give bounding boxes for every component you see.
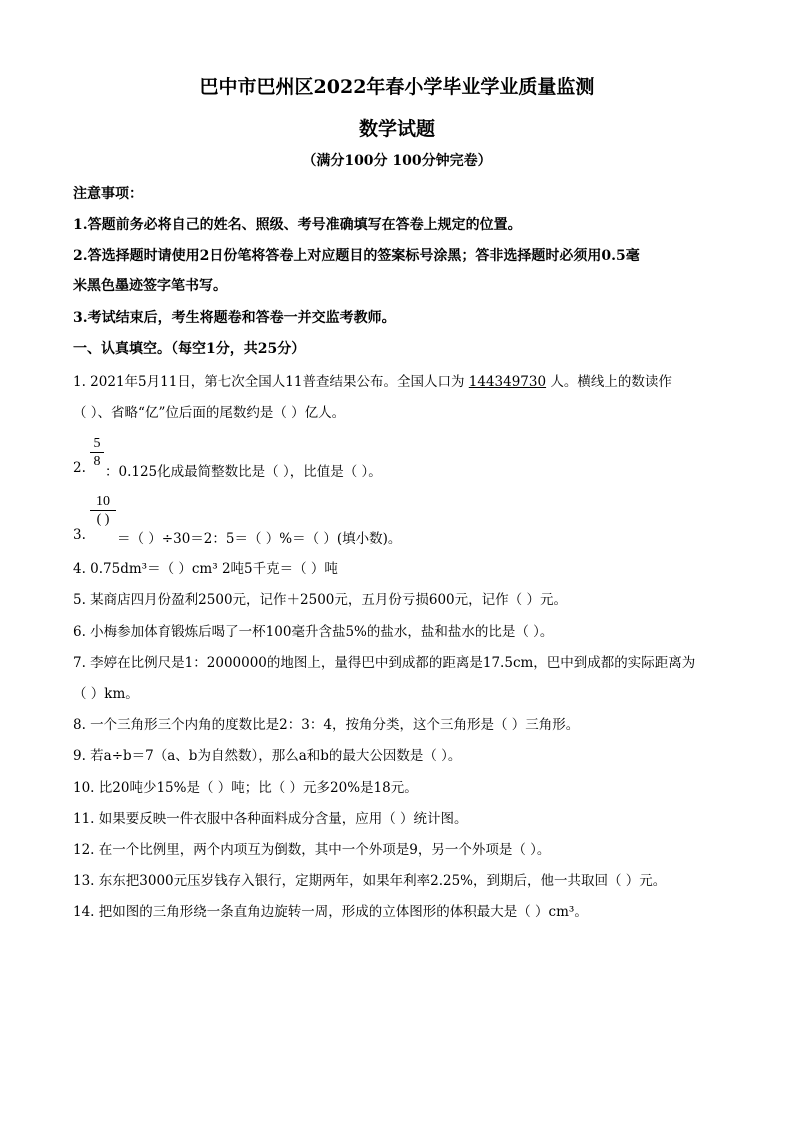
question-11: 11. 如果要反映一件衣服中各种面料成分含量，应用（ ）统计图。 [73,811,468,827]
question-2-fraction [90,436,104,471]
exam-sub-title: 数学试题 [358,118,435,140]
question-6: 6. 小梅参加体育锻炼后喝了一杯100毫升含盐5%的盐水，盐和盐水的比是（ ）。 [73,624,554,640]
question-2-prefix: 2. [73,460,86,476]
question-1-line-1 [73,370,672,390]
notes-heading: 注意事项： [73,186,143,202]
question-7-line-1: 7. 李婷在比例尺是1：2000000的地图上，量得巴中到成都的距离是17.5cm，巴中到成都的实际距离为 [73,655,696,671]
question-10: 10. 比20吨少15%是（ ）吨；比（ ）元多20%是18元。 [73,780,418,796]
question-13: 13. 东东把3000元压岁钱存入银行，定期两年，如果年利率2.25%，到期后，他一共取回（ ）元。 [73,873,667,889]
question-8: 8. 一个三角形三个内角的度数比是2：3：4，按角分类，这个三角形是（ ）三角形。 [73,717,580,733]
question-14: 14. 把如图的三角形绕一条直角边旋转一周，形成的立体图形的体积最大是（ ）cm³。 [73,904,588,920]
note-item-1: 1.答题前务必将自己的姓名、照级、考号准确填写在答卷上规定的位置。 [73,217,522,233]
section-1-heading: 一、认真填空。（每空1分，共25分） [73,341,306,357]
question-1-line-2: （ ）、省略“亿”位后面的尾数约是（ ）亿人。 [73,405,346,421]
question-5: 5. 某商店四月份盈利2500元，记作＋2500元，五月份亏损600元，记作（ ）元。 [73,592,567,608]
question-3-text: ＝（ ）÷30＝2：5＝（ ）%＝（ ）(填小数)。 [117,531,402,547]
question-4: 4. 0.75dm³＝（ ）cm³ 2吨5千克＝（ ）吨 [73,561,338,577]
question-7-line-2: （ ）km。 [73,686,139,702]
question-1-text-b: 人。横线上的数读作 [546,374,672,390]
note-item-2-line-2: 米黑色墨迹签字笔书写。 [73,278,227,294]
question-12: 12. 在一个比例里，两个内项互为倒数，其中一个外项是9，另一个外项是（ ）。 [73,842,551,858]
question-1-text-a: 1. 2021年5月11日，第七次全国人11普查结果公布。全国人口为 [73,374,469,390]
question-3-fraction-denominator: ( ) [96,512,110,527]
question-9: 9. 若a÷b＝7（a、b为自然数），那么a和b的最大公因数是（ ）。 [73,748,462,764]
score-note: （满分100分 100分钟完卷） [302,153,492,169]
note-item-3: 3.考试结束后，考生将题卷和答卷一并交监考教师。 [73,310,396,326]
question-2-fraction-numerator: 5 [93,436,101,451]
question-1-population-number: 144349730 [468,374,547,390]
note-item-2-line-1: 2.答选择题时请使用2日份笔将答卷上对应题目的签案标号涂黑；答非选择题时必须用0.5毫 [73,248,640,264]
question-3-fraction [90,494,116,529]
exam-main-title: 巴中市巴州区2022年春小学毕业学业质量监测 [199,76,595,98]
question-3-prefix: 3. [73,527,86,543]
question-2-text: ：0.125化成最简整数比是（ ），比值是（ ）。 [105,464,382,480]
question-2-fraction-denominator: 8 [93,454,101,469]
question-3-fraction-numerator: 10 [96,494,110,509]
